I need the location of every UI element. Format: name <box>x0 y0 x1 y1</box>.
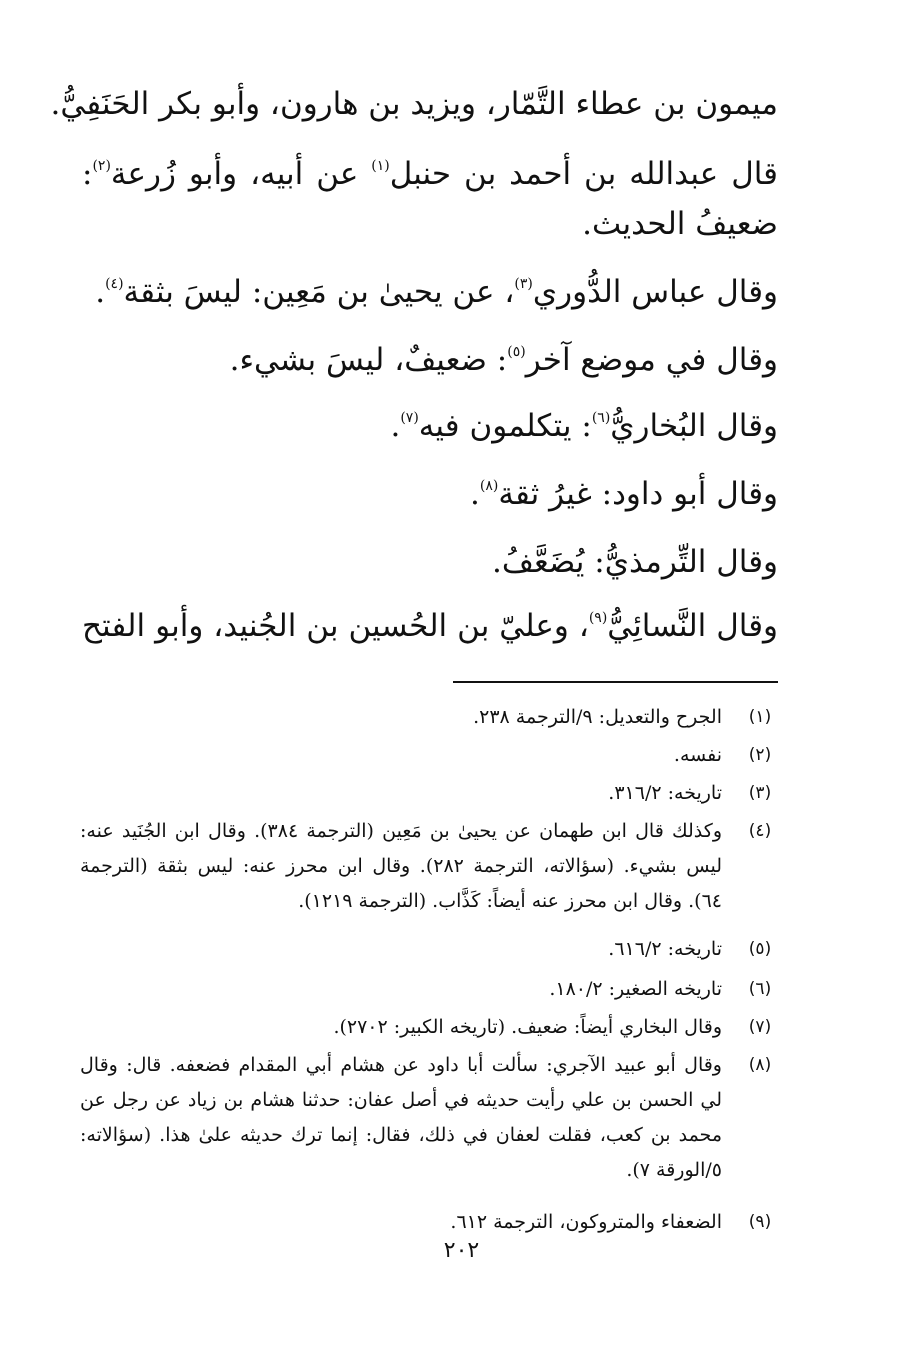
footnote-line: تاريخه: ٦١٦/٢. <box>608 938 722 960</box>
footnote-number: (٤) <box>748 821 772 841</box>
footnote-ref[interactable]: (٣) <box>514 276 533 292</box>
body-text: ، عن يحيىٰ بن مَعِين: ليسَ بثقة <box>123 274 515 310</box>
footnote-line: لي الحسن بن علي رأيت حديثه في أصل عفان: حدثنا هشام بن زياد عن رجل عن <box>80 1089 722 1111</box>
footnote-line: ٥/الورقة ٧). <box>626 1159 722 1181</box>
footnote-line: الجرح والتعديل: ٩/الترجمة ٢٣٨. <box>473 706 722 728</box>
footnote-number: (٩) <box>748 1212 772 1232</box>
footnote-4 <box>80 814 778 919</box>
footnote-line: نفسه. <box>673 744 722 766</box>
footnote-line: وكذلك قال ابن طهمان عن يحيىٰ بن مَعِين (الترجمة ٣٨٤). وقال ابن الجُنَيد عنه: <box>80 820 722 842</box>
body-text: وقال في موضع آخر <box>525 342 778 378</box>
footnote-separator <box>453 681 778 683</box>
footnote-ref[interactable]: (٦) <box>591 410 611 426</box>
footnote-9 <box>80 1205 778 1240</box>
body-line-2 <box>82 152 778 196</box>
body-text: وقال عباس الدُّوري <box>532 274 778 310</box>
body-line-6 <box>390 404 778 448</box>
body-text: وقال أبو داود: غيرُ ثقة <box>498 476 778 512</box>
footnote-number: (٨) <box>748 1055 772 1075</box>
footnote-line: محمد بن كعب، فقلت لعفان في ذلك، فقال: إنما ترك حديثه علىٰ هذا. (سؤالاته: <box>80 1124 722 1146</box>
footnote-8 <box>80 1048 778 1188</box>
footnote-3 <box>80 776 778 811</box>
body-line-7 <box>470 472 778 516</box>
body-text: . <box>390 408 401 444</box>
footnote-line: تاريخه: ٣١٦/٢. <box>608 782 722 804</box>
footnote-ref[interactable]: (٩) <box>588 610 608 626</box>
body-text: عن أبيه، وأبو زُرعة <box>110 156 372 192</box>
body-line-8 <box>492 540 778 584</box>
footnote-6 <box>80 972 778 1007</box>
body-text: ضعيفُ الحديث. <box>582 206 778 242</box>
footnote-number: (٧) <box>748 1017 772 1037</box>
footnote-ref[interactable]: (١) <box>371 158 390 174</box>
body-text: . <box>95 274 106 310</box>
footnote-ref[interactable]: (٢) <box>92 158 111 174</box>
footnote-ref[interactable]: (٧) <box>400 410 419 426</box>
body-text: وقال النَّسائِيُّ <box>607 608 778 644</box>
footnote-7 <box>80 1010 778 1045</box>
body-line-5 <box>230 338 778 382</box>
footnote-ref[interactable]: (٥) <box>507 344 526 360</box>
body-text: ، وعليّ بن الحُسين بن الجُنيد، وأبو الفتح <box>82 608 589 644</box>
footnote-number: (٣) <box>748 783 772 803</box>
body-text: : <box>82 156 93 192</box>
footnote-2 <box>80 738 778 773</box>
footnote-number: (٢) <box>748 745 772 765</box>
body-text: قال عبدالله بن أحمد بن حنبل <box>389 156 778 192</box>
footnote-ref[interactable]: (٨) <box>479 478 499 494</box>
footnote-line: ليس بشيء. (سؤالاته، الترجمة ٢٨٢). وقال ابن محرز عنه: ليس بثقة (الترجمة <box>80 855 722 877</box>
footnote-number: (٥) <box>748 939 772 959</box>
footnote-5 <box>80 932 778 967</box>
page-number: ٢٠٢ <box>443 1238 480 1263</box>
footnote-line: ٦٤). وقال ابن محرز عنه أيضاً: كَذَّاب. (الترجمة ١٢١٩). <box>298 890 722 912</box>
body-text: وقال التِّرمذيُّ: يُضَعَّفُ. <box>492 544 778 580</box>
body-text: وقال البُخاريُّ <box>610 408 778 444</box>
body-line-1 <box>50 82 778 126</box>
footnote-line: وقال البخاري أيضاً: ضعيف. (تاريخه الكبير: ٢٧٠٢). <box>333 1016 722 1038</box>
footnote-ref[interactable]: (٤) <box>105 276 124 292</box>
body-text: : يتكلمون فيه <box>418 408 592 444</box>
body-text: . <box>470 476 480 512</box>
footnote-line: تاريخه الصغير: ١٨٠/٢. <box>549 978 722 1000</box>
body-line-4 <box>95 270 778 314</box>
footnote-1 <box>80 700 778 735</box>
footnote-number: (١) <box>748 707 772 727</box>
footnote-line: وقال أبو عبيد الآجري: سألت أبا داود عن هشام أبي المقدام فضعفه. قال: وقال <box>80 1054 722 1076</box>
body-text: ميمون بن عطاء التَّمّار، ويزيد بن هارون، وأبو بكر الحَنَفِيُّ. <box>50 86 778 122</box>
body-line-9 <box>82 604 778 648</box>
footnote-number: (٦) <box>748 979 772 999</box>
footnote-line: الضعفاء والمتروكون، الترجمة ٦١٢. <box>450 1211 722 1233</box>
body-line-3 <box>582 202 778 246</box>
body-text: : ضعيفٌ، ليسَ بشيء. <box>229 342 508 378</box>
